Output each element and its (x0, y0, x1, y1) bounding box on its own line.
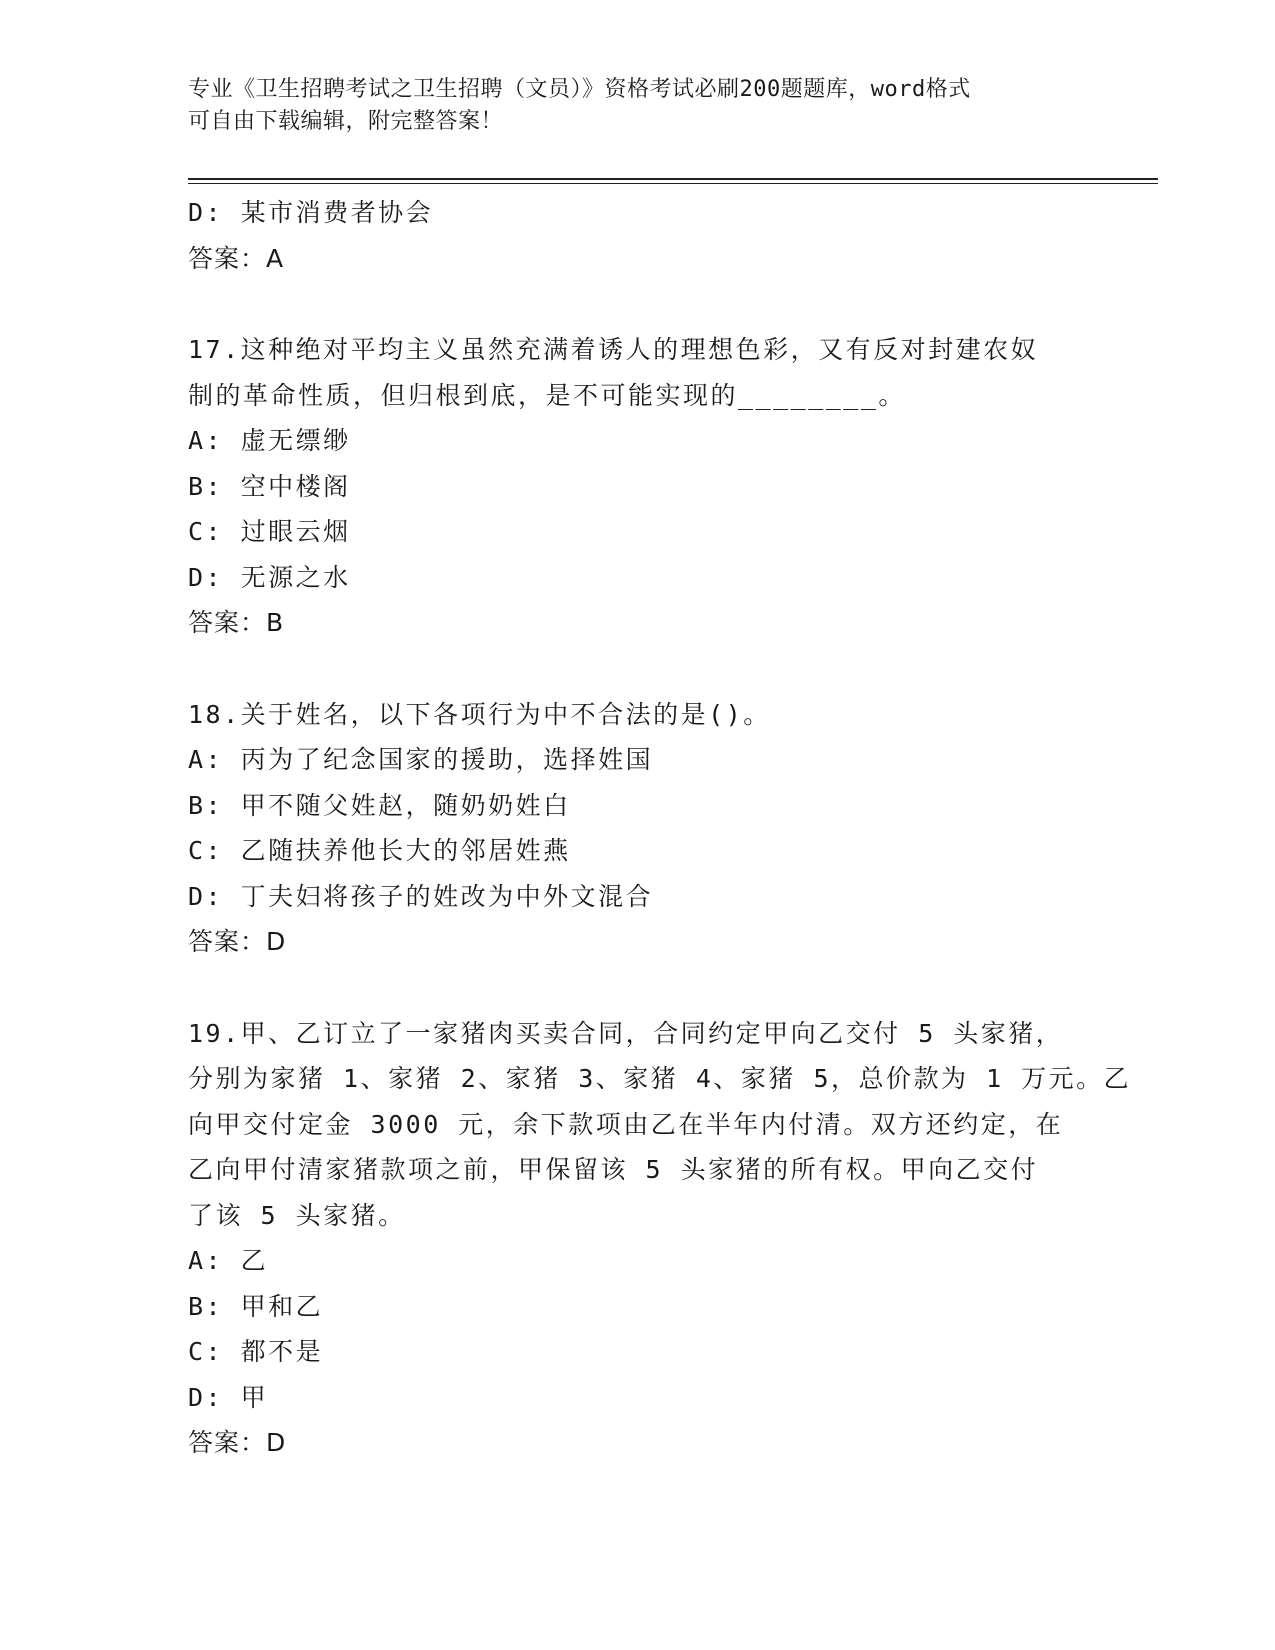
spacer (188, 965, 1108, 1011)
q19-option-d: D: 甲 (188, 1382, 269, 1412)
q19-stem-line-4: 乙向甲付清家猪款项之前，甲保留该 5 头家猪的所有权。甲向乙交付 (188, 1155, 1039, 1184)
document-header (188, 74, 1088, 138)
q19-option-b: B: 甲和乙 (188, 1291, 324, 1321)
q17-answer: 答案：B (188, 608, 285, 637)
q19-option-a: A: 乙 (188, 1246, 269, 1275)
q19-stem-line-2: 分别为家猪 1、家猪 2、家猪 3、家猪 4、家猪 5，总价款为 1 万元。乙 (188, 1064, 1132, 1093)
question-17 (188, 327, 1108, 646)
spacer (188, 281, 1108, 327)
q17-stem-line-2: 制的革命性质，但归根到底，是不可能实现的________。 (188, 380, 906, 410)
q18-option-a: A: 丙为了纪念国家的援助，选择姓国 (188, 745, 654, 774)
q17-option-a: A: 虚无缥缈 (188, 426, 351, 455)
q19-option-c: C: 都不是 (188, 1337, 324, 1366)
q17-stem-line-1: 17.这种绝对平均主义虽然充满着诱人的理想色彩，又有反对封建农奴 (188, 335, 1039, 364)
header-line-1: 专业《卫生招聘考试之卫生招聘（文员）》资格考试必刷200题题库，word格式 (188, 77, 971, 102)
header-rule-thick (188, 178, 1158, 180)
q17-option-d: D: 无源之水 (188, 562, 351, 592)
q17-option-c: C: 过眼云烟 (188, 517, 351, 546)
header-line-2: 可自由下载编辑，附完整答案！ (188, 109, 504, 134)
header-rule-thin (188, 183, 1158, 184)
q19-stem-line-3: 向甲交付定金 3000 元，余下款项由乙在半年内付清。双方还约定，在 (188, 1109, 1064, 1139)
q18-answer: 答案：D (188, 927, 287, 956)
prev-answer: 答案：A (188, 243, 285, 273)
q18-stem-line-1: 18.关于姓名，以下各项行为中不合法的是()。 (188, 699, 771, 729)
q18-option-b: B: 甲不随父姓赵，随奶奶姓白 (188, 790, 571, 820)
q19-stem-line-1: 19.甲、乙订立了一家猪肉买卖合同，合同约定甲向乙交付 5 头家猪， (188, 1018, 1064, 1048)
q17-option-b: B: 空中楼阁 (188, 471, 351, 501)
q18-option-d: D: 丁夫妇将孩子的姓改为中外文混合 (188, 881, 654, 911)
question-18 (188, 692, 1108, 965)
q19-answer: 答案：D (188, 1428, 287, 1457)
question-content (188, 190, 1132, 1466)
prev-option-d: D: 某市消费者协会 (188, 198, 434, 227)
question-19 (188, 1011, 1132, 1466)
q18-option-c: C: 乙随扶养他长大的邻居姓燕 (188, 836, 571, 865)
spacer (188, 646, 1108, 692)
q19-stem-line-5: 了该 5 头家猪。 (188, 1200, 406, 1230)
